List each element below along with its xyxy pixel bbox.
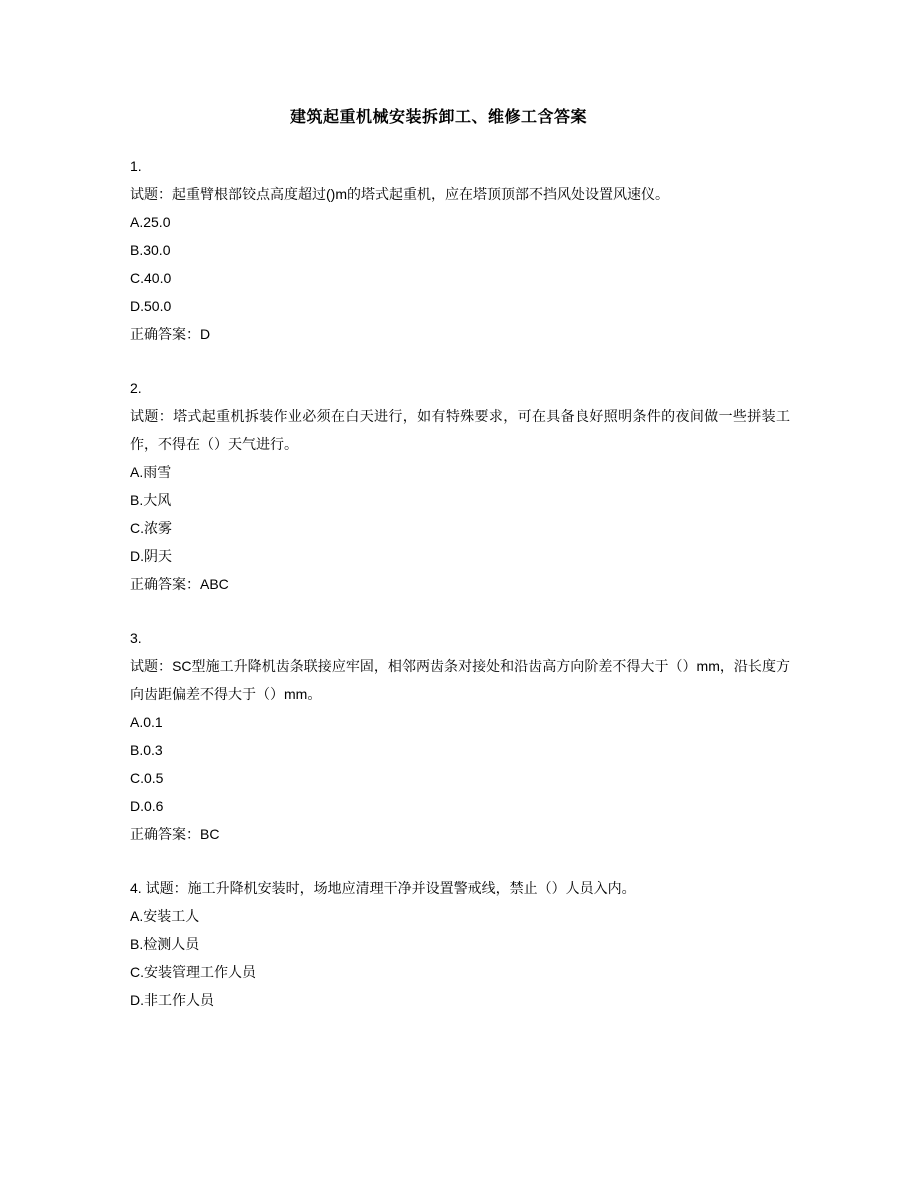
option-c: C.0.5 — [130, 770, 164, 786]
question-number: 2. — [130, 380, 142, 396]
option-b: B.0.3 — [130, 742, 163, 758]
question-item — [130, 374, 790, 598]
option-a: A.25.0 — [130, 214, 171, 230]
question-number: 3. — [130, 630, 142, 646]
answer-value: ABC — [200, 576, 229, 592]
option-d: D.非工作人员 — [130, 992, 214, 1008]
question-number: 4. — [130, 880, 142, 896]
question-item — [130, 624, 790, 848]
option-d: D.0.6 — [130, 798, 164, 814]
option-a: A.0.1 — [130, 714, 163, 730]
option-c: C.浓雾 — [130, 520, 172, 536]
question-stem: 试题：塔式起重机拆装作业必须在白天进行，如有特殊要求，可在具备良好照明条件的夜间做一些拼装工作，不得在（）天气进行。 — [130, 408, 790, 452]
option-b: B.30.0 — [130, 242, 171, 258]
question-stem: 试题：施工升降机安装时，场地应清理干净并设置警戒线，禁止（）人员入内。 — [145, 880, 636, 896]
question-number: 1. — [130, 158, 142, 174]
answer-label: 正确答案： — [130, 576, 200, 592]
answer-label: 正确答案： — [130, 326, 200, 342]
question-item — [130, 152, 790, 348]
option-b: B.检测人员 — [130, 936, 200, 952]
option-a: A.雨雪 — [130, 464, 172, 480]
question-number-and-stem — [130, 874, 790, 902]
question-stem: 试题：起重臂根部铰点高度超过()m的塔式起重机，应在塔顶顶部不挡风处设置风速仪。 — [130, 186, 669, 202]
option-c: C.40.0 — [130, 270, 172, 286]
correct-answer — [130, 320, 790, 348]
option-b: B.大风 — [130, 492, 172, 508]
answer-value: D — [200, 326, 211, 342]
question-list — [130, 152, 790, 1040]
page-title: 建筑起重机械安装拆卸工、维修工含答案 — [290, 109, 588, 126]
option-d: D.阴天 — [130, 548, 172, 564]
question-item — [130, 874, 790, 1014]
option-d: D.50.0 — [130, 298, 172, 314]
option-a: A.安装工人 — [130, 908, 200, 924]
answer-label: 正确答案： — [130, 826, 200, 842]
question-stem: 试题：SC型施工升降机齿条联接应牢固，相邻两齿条对接处和沿齿高方向阶差不得大于（）mm，沿长度方向齿距偏差不得大于（）mm。 — [130, 658, 790, 702]
answer-value: BC — [200, 826, 220, 842]
option-c: C.安装管理工作人员 — [130, 964, 256, 980]
correct-answer — [130, 570, 790, 598]
correct-answer — [130, 820, 790, 848]
